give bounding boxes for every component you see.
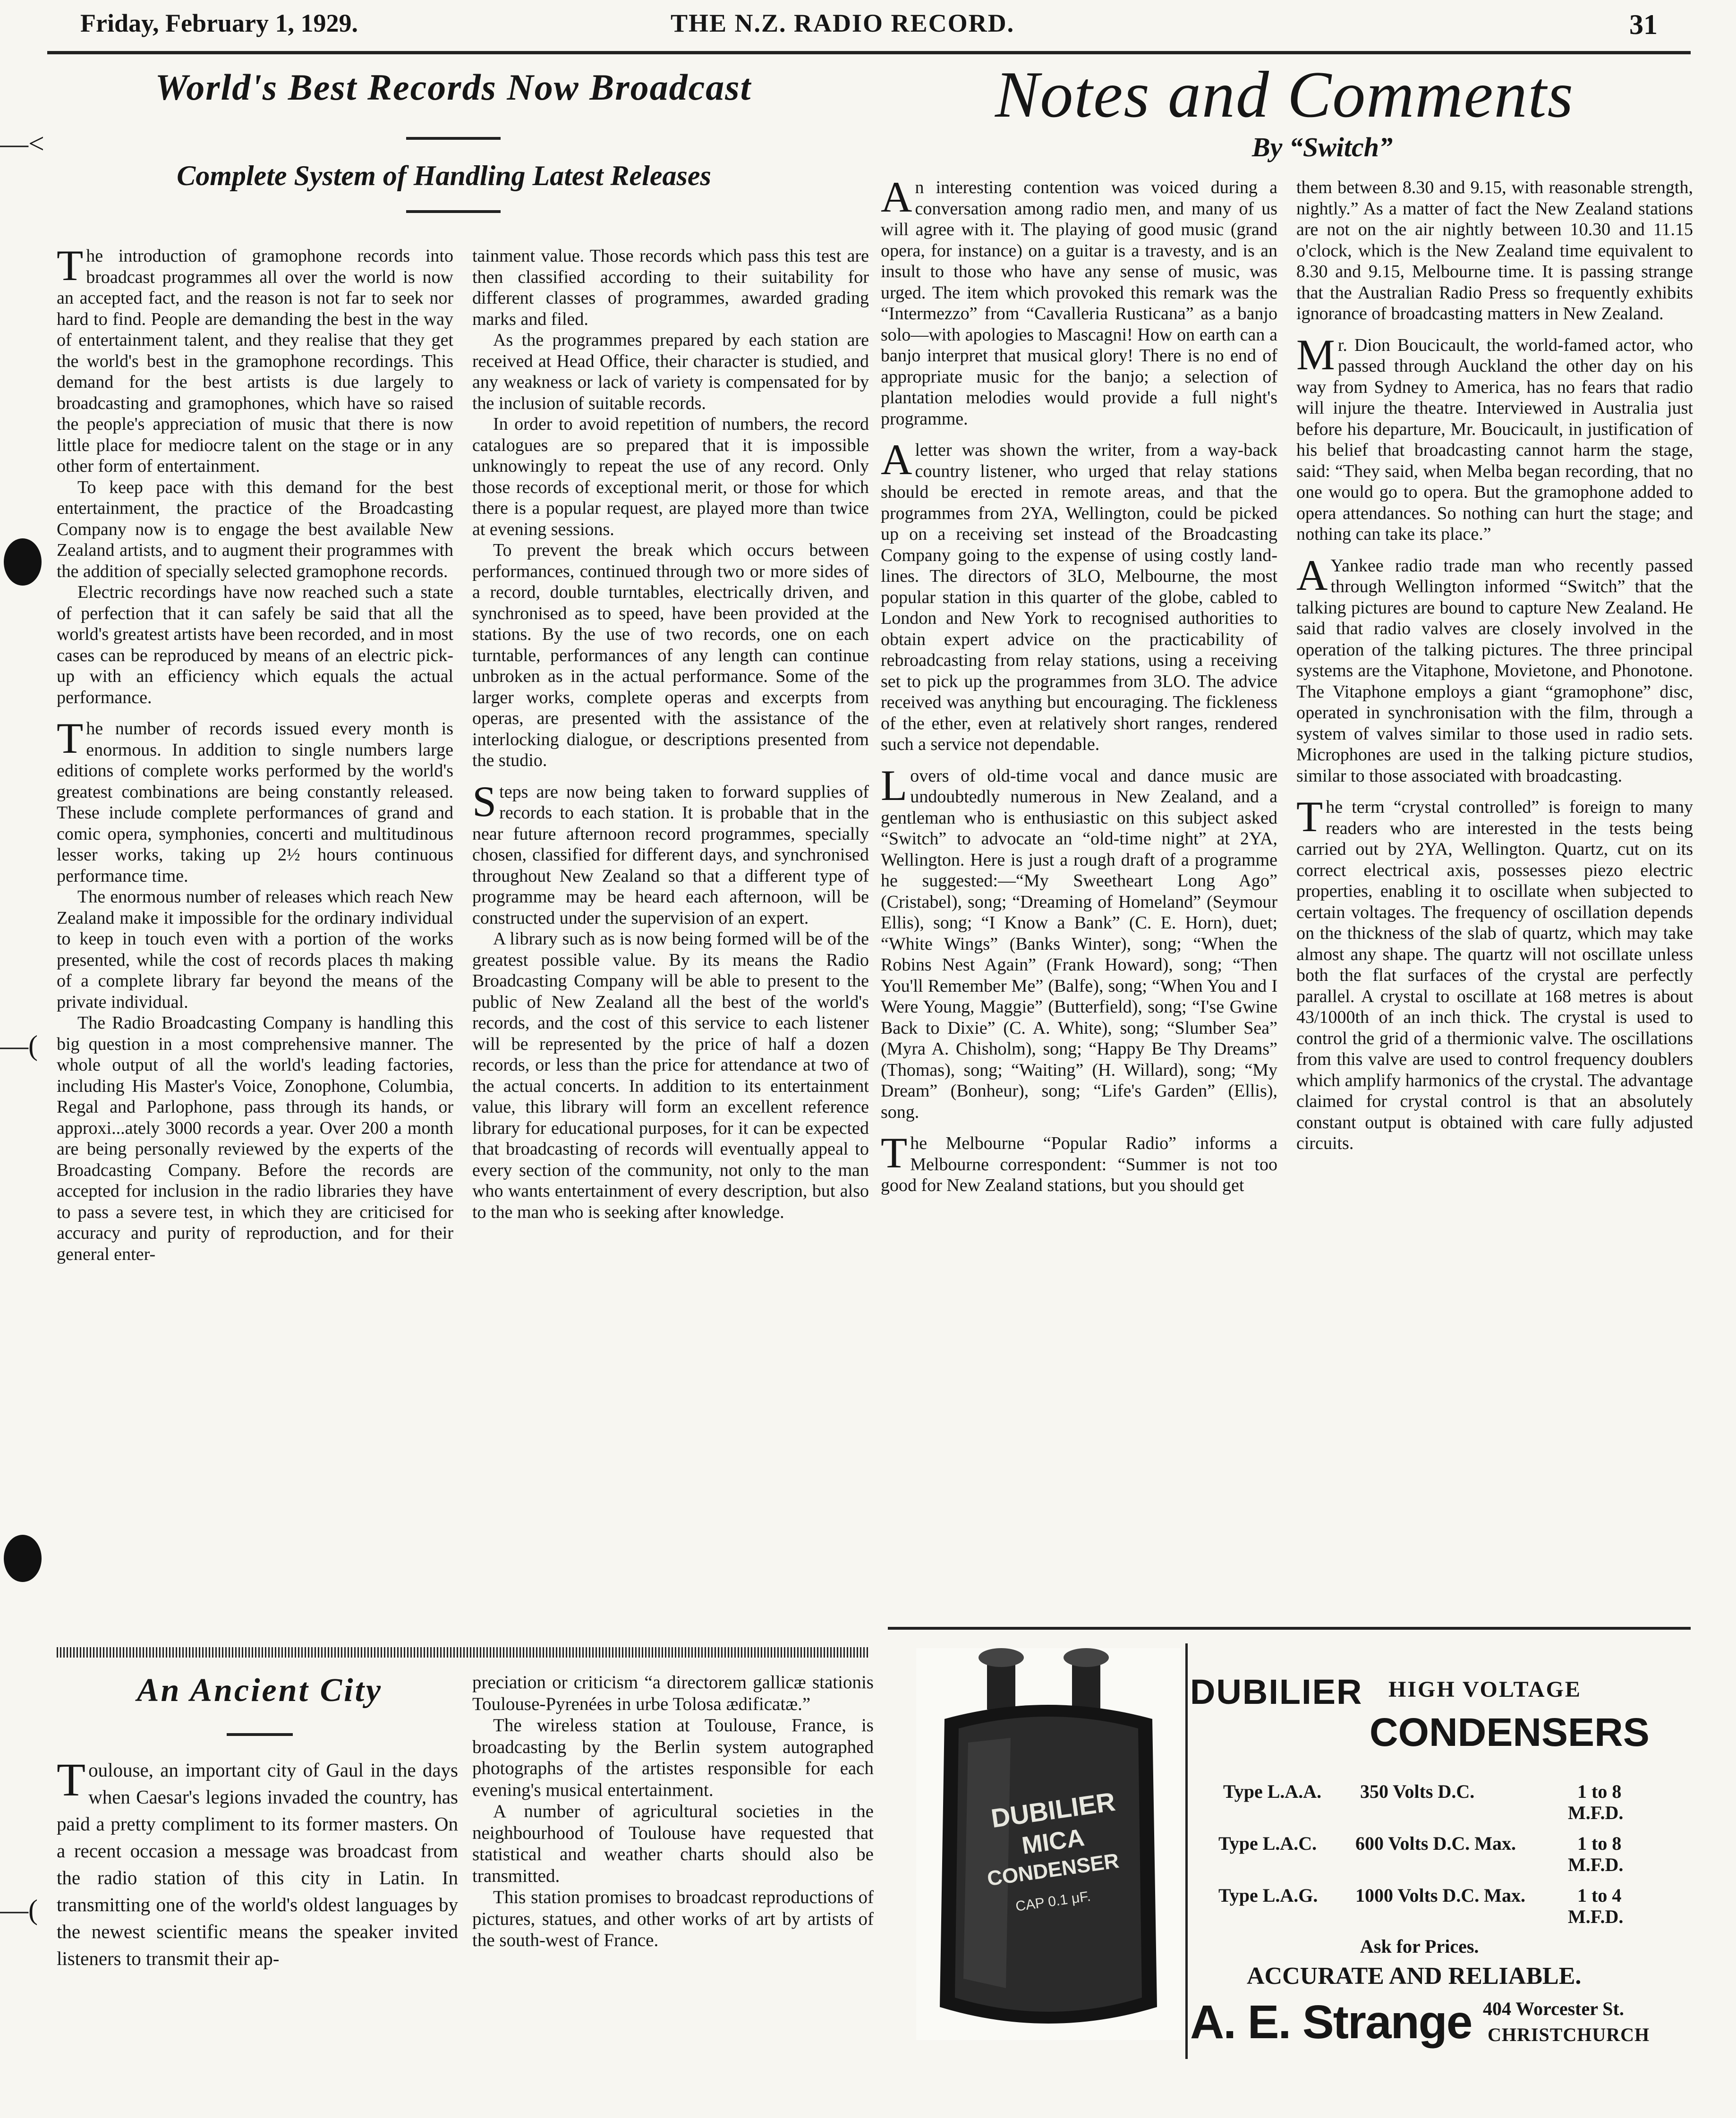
advert-ask: Ask for Prices. (1360, 1936, 1479, 1957)
column-title: Notes and Comments (995, 58, 1574, 131)
masthead-rule (47, 51, 1691, 54)
dubilier-advertisement (888, 1639, 1691, 2064)
spec-volts: 350 Volts D.C. (1360, 1781, 1475, 1802)
spec-mfd: 1 to 8 (1577, 1781, 1622, 1802)
paragraph: The Radio Broadcasting Company is handling this big question in a most comprehensive manner. The whole output of all the world's leading factories, including His Master's Voice, Zonophone, Columbia, Regal and Parlophone, pass through its hands, or approxi...ately 3000 records a year. Over 200 a month are being personally reviewed by the experts of the Broadcasting Company. Before the records are accepted for inclusion in the radio libraries they have to pass a severe test, in which they are criticised for accuracy and purity of reproduction, and for their general enter- (57, 1013, 453, 1264)
can-label: CAP 0.1 μF. (1014, 1888, 1092, 1914)
advert-headline: CONDENSERS (1370, 1710, 1650, 1754)
page-number: 31 (1629, 9, 1658, 40)
paragraph: Electric recordings have now reached such a state of perfection that it can safely be said that all the world's greatest artists have been recorded, and in most cases can be reproduced by means of an electric pick-up with an efficiency which equals the actual performance. (57, 582, 453, 707)
paragraph: them between 8.30 and 9.15, with reasonable strength, nightly.” As a matter of fact the New Zealand stations are not on the air nightly between 10.30 and 11.15 o'clock, which is the New Zealand time equivalent to 8.30 and 9.15, Melbourne time. It is passing strange that the Australian Radio Press so frequently exhibits ignorance of broadcasting matters in New Zealand. (1296, 178, 1693, 323)
paragraph: This station promises to broadcast reproductions of pictures, statues, and other works of art by artists of the south-west of France. (472, 1887, 874, 1950)
paragraph: To keep pace with this demand for the best entertainment, the practice of the Broadcasting Company now is to engage the best available New Zealand artists, and to augment their programmes with the addition of specially selected gramophone records. (57, 477, 453, 581)
binding-hole (4, 1535, 42, 1582)
spec-unit: M.F.D. (1568, 1906, 1624, 1927)
spec-type: Type L.A.C. (1218, 1833, 1317, 1854)
paragraph: The enormous number of releases which reach New Zealand make it impossible for the ordinary individual to keep in touch even with a portion of the works presented, while the cost of records places th making of a complete library far beyond the means of the private individual. (57, 887, 453, 1012)
paragraph: Mr. Dion Boucicault, the world-famed actor, who passed through Auckland the other day on his way from Sydney to America, has no fears that radio will injure the theatre. Interviewed in Australia just before his departure, Mr. Boucicault, in justification of his belief that broadcasting cannot harm the stage, said: “They said, when Melba began recording, that no one would go to opera. But the gramophone added to opera attendances. So nothing can hurt the stage; and nothing can take its place.” (1296, 330, 1693, 544)
spec-unit: M.F.D. (1568, 1802, 1624, 1823)
byline: By “Switch” (1251, 132, 1393, 162)
margin-mark: —( (0, 1894, 38, 1925)
paragraph: preciation or criticism “a directorem gallicæ stationis Toulouse-Pyrenées in urbe Tolosa ædificatæ.” (472, 1672, 874, 1714)
spec-type: Type L.A.G. (1218, 1885, 1318, 1906)
paragraph: The introduction of gramophone records into broadcast programmes all over the world is now an accepted fact, and the reason is not far to seek nor hard to find. People are demanding the best in the way of entertainment talent, and they realise that they get the world's best in the gramophone recordings. This demand for the best artists is due largely to broadcasting and gramophones, which have so raised the people's appreciation of music that there is now little place for mediocre talent on the stage or in any other form of entertainment. (57, 241, 453, 476)
paragraph: The Melbourne “Popular Radio” informs a Melbourne correspondent: “Summer is not too good for New Zealand stations, but you should get (881, 1129, 1277, 1195)
advert-address: 404 Worcester St. (1483, 1998, 1624, 2019)
advert-tagline: ACCURATE AND RELIABLE. (1247, 1963, 1582, 1990)
article-title: World's Best Records Now Broadcast (155, 67, 752, 108)
paragraph: Lovers of old-time vocal and dance music are undoubtedly numerous in New Zealand, and a gentleman who is enthusiastic on this subject asked “Switch” to advocate an “old-time night” at 2YA, Wellington. Here is just a rough draft of a programme he suggested:—“My Sweetheart Long Ago” (Cristabel), song; “Dreaming of Homeland” (Seymour Ellis), song; “I Know a Bank” (C. E. Horn), duet; “White Wings” (Banks Winter), song; “When the Robins Nest Again” (Frank Howard), song; “Then You'll Remember Me” (Balfe), song; “When You and I Were Young, Maggie” (Butterfield), song; “I'se Gwine Back to Dixie” (C. A. White), song; “Slumber Sea” (Myra A. Chisholm), song; “Happy Be Thy Dreams” (Thomas), song; “Waiting” (H. Willard), song; “My Dream” (Bonheur), song; “Life's Garden” (Ellis), song. (881, 761, 1277, 1122)
paragraph: Toulouse, an important city of Gaul in the days when Caesar's legions invaded the country, has paid a pretty compliment to its former masters. On a recent occasion a message was broadcast from the radio station of this city in Latin. In transmitting one of the world's oldest languages by the newest scientific means the speaker invited listeners to transmit their ap- (57, 1753, 458, 1969)
subtitle-rule (406, 210, 501, 213)
can-label: DUBILIER (989, 1786, 1117, 1834)
paragraph: As the programmes prepared by each station are received at Head Office, their character is studied, and any weakness or lack of variety is compensated for by the inclusion of suitable records. (472, 330, 869, 413)
can-label: CONDENSER (986, 1849, 1121, 1891)
notes-column-2 (1296, 177, 1693, 1154)
advert-dealer: A. E. Strange (1190, 1996, 1472, 2049)
advert-headline-small: HIGH VOLTAGE (1388, 1677, 1582, 1702)
title-rule (227, 1733, 293, 1736)
paragraph: A number of agricultural societies in the neighbourhood of Toulouse have requested that statistical and weather charts should also be transmitted. (472, 1801, 874, 1886)
paragraph: tainment value. Those records which pass this test are then classified according to their suitability for different classes of programmes, awarded grading marks and filed. (472, 246, 869, 329)
article-title: An Ancient City (136, 1672, 383, 1709)
paragraph: The term “crystal controlled” is foreign to many readers who are interested in the tests being carried out by 2YA, Wellington. Quartz, cut on its correct electrical axis, possesses piezo electric properties, enabling it to oscillate when subjected to certain voltages. The frequency of oscillation depends on the thickness of the slab of quartz, which may take almost any shape. The quartz will not oscillate unless both the flat surfaces of the crystal are perfectly parallel. A crystal to oscillate at 168 metres is about 43/1000th of an inch thick. The crystal is used to control the grid of a thermionic valve. The oscillations from this valve are used to control frequency doublers which amplify harmonics of the crystal. The advantage claimed for crystal control is that an absolutely constant output is obtained with care fully adjusted circuits. (1296, 792, 1693, 1153)
paragraph: A letter was shown the writer, from a way-back country listener, who urged that relay stations should be erected in remote areas, and that the programmes from 2YA, Wellington, could be picked up on a receiving set instead of the Broadcasting Company going to the expense of using costly land-lines. The directors of 3LO, Melbourne, the most popular station in this quarter of the globe, cabled to London and New York to recognised authorities to obtain expert advice on the practicability of rebroadcasting from relay stations, using a receiving set to pick up the programmes from 3LO. The advice received was anything but encouraging. The fickleness of the ether, even at relatively short ranges, rendered such a service not dependable. (881, 435, 1277, 754)
paragraph: A Yankee radio trade man who recently passed through Wellington informed “Switch” that the talking pictures are bound to capture New Zealand. He said that radio valves are closely involved in the operation of the talking pictures. The three principal systems are the Vitaphone, Movietone, and Phonotone. The Vitaphone employs a giant “gramophone” disc, operated in synchronisation with the film, through a system of valves similar to those used in radio sets. Microphones are used in the talking picture studios, similar to those associated with broadcasting. (1296, 551, 1693, 786)
margin-mark: —( (0, 1030, 38, 1061)
article-column-2 (472, 246, 869, 1223)
spec-mfd: 1 to 4 (1577, 1885, 1622, 1906)
issue-date: Friday, February 1, 1929. (80, 9, 358, 37)
spec-volts: 1000 Volts D.C. Max. (1355, 1885, 1526, 1906)
advert-divider (1185, 1643, 1188, 2059)
section-divider (57, 1647, 869, 1658)
paragraph: In order to avoid repetition of numbers, the record catalogues are so prepared that it is impossible unknowingly to repeat the use of any record. Only those records of exceptional merit, or those for which there is a popular request, are played more than twice at evening sessions. (472, 414, 869, 539)
can-label: MICA (1020, 1824, 1086, 1860)
paragraph: To prevent the break which occurs between performances, continued through two or more sides of a record, double turntables, electrically driven, and synchronised as to speed, have been provided at the stations. By the use of two records, one on each turntable, performances of any length can continue unbroken as in the actual performance. Some of the larger works, complete operas and excerpts from operas, are presented with the assistance of the interlocking dialogue, or descriptions presented from the studio. (472, 540, 869, 770)
paper-name: THE N.Z. RADIO RECORD. (671, 9, 1015, 37)
paragraph: A library such as is now being formed will be of the greatest possible value. By its means the Radio Broadcasting Company will be able to present to the public of New Zealand all the best of the world's records, and the cost of this service to each listener will be represented by the price of half a dozen records, or less than the price for attendance at two of the actual concerts. In addition to its entertainment value, this library will form an excellent reference library for educational purposes, for it can be expected that broadcasting of records will eventually appeal to every section of the community, not only to the man who wants entertainment of every description, but also to the man who is seeking after knowledge. (472, 929, 869, 1222)
article-column-1 (57, 1753, 458, 1972)
notes-column-1 (881, 173, 1277, 1196)
article-column-2 (472, 1672, 874, 1951)
advert-city: CHRISTCHURCH (1488, 2024, 1650, 2045)
spec-mfd: 1 to 8 (1577, 1833, 1622, 1854)
article-subtitle: Complete System of Handling Latest Releases (177, 160, 711, 191)
spec-volts: 600 Volts D.C. Max. (1355, 1833, 1516, 1854)
paragraph: Steps are now being taken to forward supplies of records to each station. It is probable that in the near future afternoon record programmes, specially chosen, classified for different days, and synchronised throughout New Zealand so that a different type of programme may be heard each afternoon, will be constructed under the supervision of an expert. (472, 777, 869, 928)
title-rule (406, 137, 501, 140)
binding-hole (4, 538, 42, 586)
paragraph: The number of records issued every month is enormous. In addition to single numbers large editions of complete works performed by the world's greatest combinations are being constantly released. These include complete performances of grand and comic opera, symphonies, concerti and multitudinous lesser works, taking up 2½ hours continuous performance time. (57, 714, 453, 886)
advert-brand: DUBILIER (1190, 1672, 1363, 1711)
spec-type: Type L.A.A. (1223, 1781, 1322, 1802)
spec-unit: M.F.D. (1568, 1854, 1624, 1875)
margin-mark: —< (0, 128, 44, 159)
paragraph: The wireless station at Toulouse, France, is broadcasting by the Berlin system autographed photographs of the artistes responsible for each evening's musical entertainment. (472, 1715, 874, 1800)
paragraph: An interesting contention was voiced during a conversation among radio men, and many of us will agree with it. The playing of good music (grand opera, for instance) on a guitar is a travesty, and is an insult to those who have any sense of music, was urged. The item which provoked this remark was the “Intermezzo” from “Cavalleria Rusticana” as a banjo solo—with apologies to Mascagni! How on earth can a banjo interpret that musical glory! There is no end of appropriate music for the banjo; a selection of plantation melodies would provide a full night's programme. (881, 173, 1277, 429)
article-column-1 (57, 241, 453, 1265)
advert-top-rule (888, 1627, 1691, 1630)
